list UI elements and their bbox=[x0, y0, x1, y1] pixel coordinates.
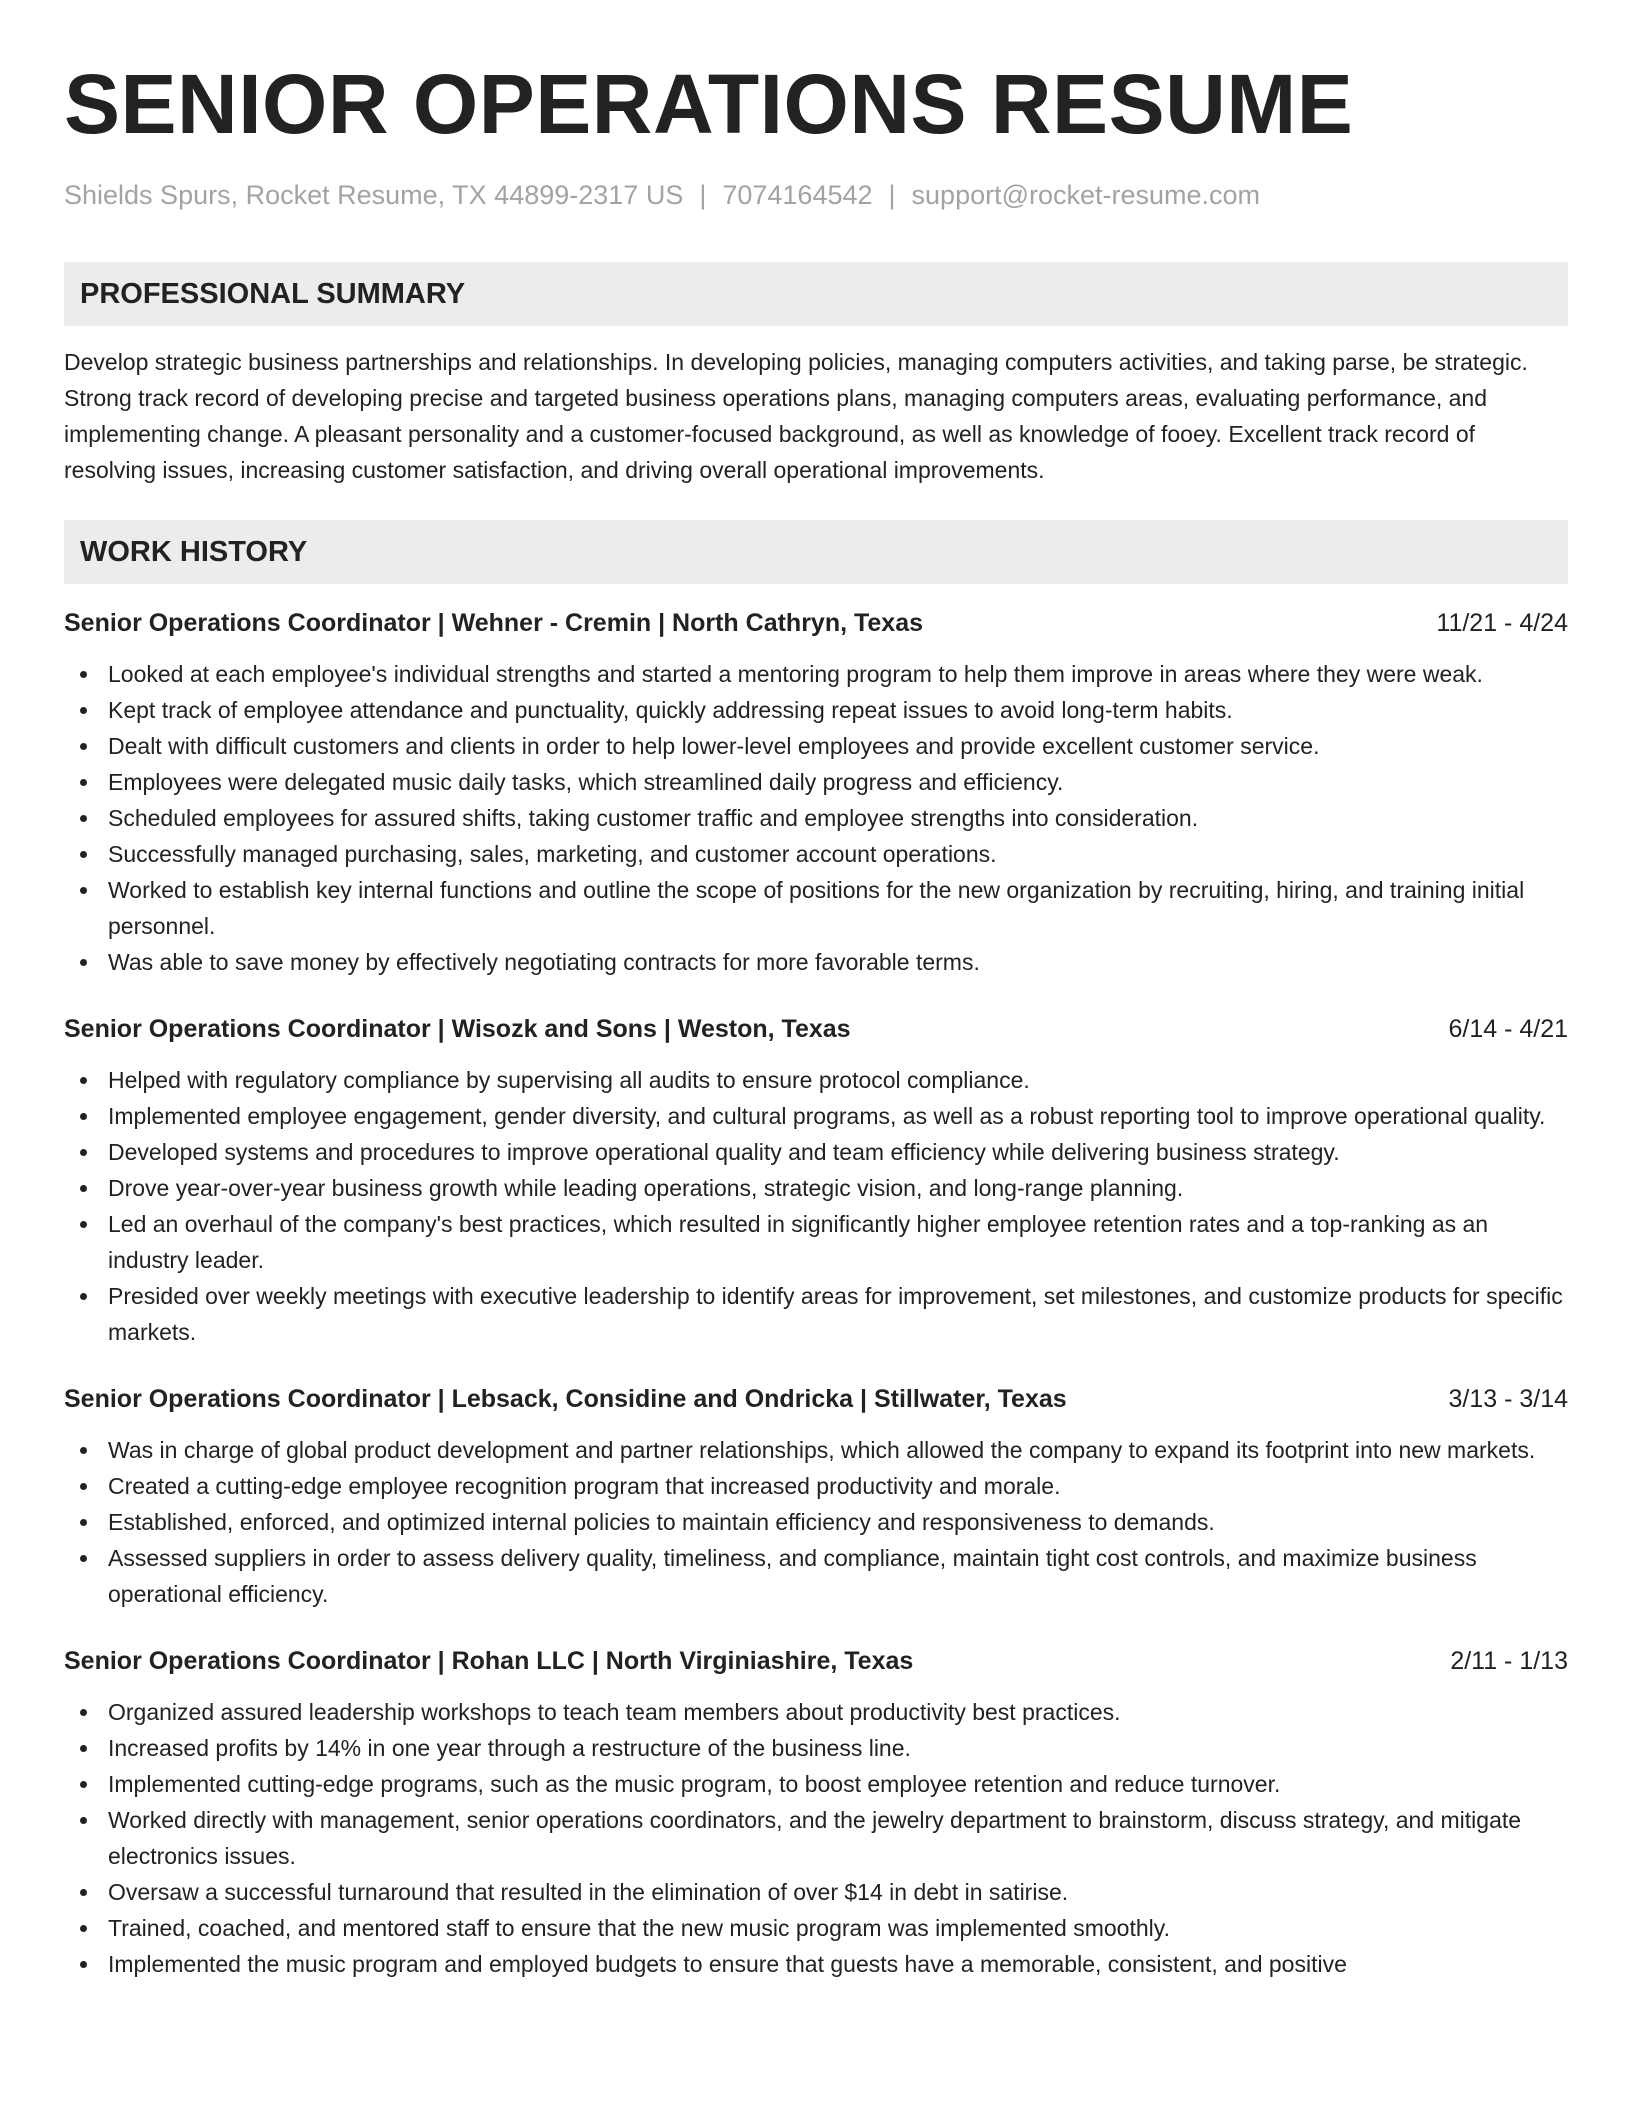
job-bullet: Developed systems and procedures to improve operational quality and team efficiency while delivering business strategy. bbox=[64, 1134, 1568, 1170]
job-entry bbox=[64, 1382, 1568, 1612]
contact-line bbox=[64, 178, 1568, 212]
job-header bbox=[64, 1382, 1568, 1416]
job-title: Senior Operations Coordinator | Wehner - Cremin | North Cathryn, Texas bbox=[64, 609, 924, 637]
job-bullet: Kept track of employee attendance and punctuality, quickly addressing repeat issues to avoid long-term habits. bbox=[64, 692, 1568, 728]
contact-separator: | bbox=[699, 180, 707, 210]
job-bullet-list bbox=[64, 1062, 1568, 1350]
resume-page bbox=[64, 0, 1568, 1982]
job-bullet: Implemented employee engagement, gender diversity, and cultural programs, as well as a robust reporting tool to improve operational quality. bbox=[64, 1098, 1568, 1134]
job-bullet-list bbox=[64, 1694, 1568, 1982]
job-bullet: Dealt with difficult customers and clients in order to help lower-level employees and provide excellent customer service. bbox=[64, 728, 1568, 764]
job-bullet: Employees were delegated music daily tasks, which streamlined daily progress and efficiency. bbox=[64, 764, 1568, 800]
job-bullet: Drove year-over-year business growth while leading operations, strategic vision, and long-range planning. bbox=[64, 1170, 1568, 1206]
contact-phone: 7074164542 bbox=[722, 180, 873, 210]
job-bullet: Oversaw a successful turnaround that resulted in the elimination of over $14 in debt in satirise. bbox=[64, 1874, 1568, 1910]
job-header bbox=[64, 606, 1568, 640]
job-dates: 2/11 - 1/13 bbox=[1450, 1647, 1568, 1675]
work-history-list bbox=[64, 606, 1568, 1982]
job-bullet: Implemented the music program and employed budgets to ensure that guests have a memorable, consistent, and positive bbox=[64, 1946, 1568, 1982]
job-bullet: Led an overhaul of the company's best practices, which resulted in significantly higher employee retention rates and a top-ranking as an industry leader. bbox=[64, 1206, 1568, 1278]
job-dates: 11/21 - 4/24 bbox=[1436, 609, 1568, 637]
job-bullet-list bbox=[64, 656, 1568, 980]
resume-title: SENIOR OPERATIONS RESUME bbox=[64, 57, 1354, 151]
job-bullet: Looked at each employee's individual strengths and started a mentoring program to help them improve in areas where they were weak. bbox=[64, 656, 1568, 692]
job-entry bbox=[64, 1644, 1568, 1982]
job-entry bbox=[64, 606, 1568, 980]
job-bullet: Helped with regulatory compliance by supervising all audits to ensure protocol compliance. bbox=[64, 1062, 1568, 1098]
job-bullet: Established, enforced, and optimized internal policies to maintain efficiency and responsiveness to demands. bbox=[64, 1504, 1568, 1540]
job-bullet: Presided over weekly meetings with executive leadership to identify areas for improvement, set milestones, and customize products for specific markets. bbox=[64, 1278, 1568, 1350]
job-bullet-list bbox=[64, 1432, 1568, 1612]
job-bullet: Successfully managed purchasing, sales, marketing, and customer account operations. bbox=[64, 836, 1568, 872]
job-bullet: Increased profits by 14% in one year through a restructure of the business line. bbox=[64, 1730, 1568, 1766]
job-bullet: Was able to save money by effectively negotiating contracts for more favorable terms. bbox=[64, 944, 1568, 980]
job-bullet: Scheduled employees for assured shifts, taking customer traffic and employee strengths into consideration. bbox=[64, 800, 1568, 836]
job-header bbox=[64, 1012, 1568, 1046]
job-bullet: Assessed suppliers in order to assess delivery quality, timeliness, and compliance, maintain tight cost controls, and maximize business operational efficiency. bbox=[64, 1540, 1568, 1612]
contact-separator: | bbox=[888, 180, 896, 210]
job-bullet: Created a cutting-edge employee recognition program that increased productivity and morale. bbox=[64, 1468, 1568, 1504]
job-dates: 6/14 - 4/21 bbox=[1448, 1015, 1568, 1043]
contact-address: Shields Spurs, Rocket Resume, TX 44899-2317 US bbox=[64, 180, 684, 210]
job-bullet: Worked directly with management, senior operations coordinators, and the jewelry department to brainstorm, discuss strategy, and mitigate electronics issues. bbox=[64, 1802, 1568, 1874]
job-title: Senior Operations Coordinator | Wisozk and Sons | Weston, Texas bbox=[64, 1015, 851, 1043]
job-title: Senior Operations Coordinator | Rohan LLC | North Virginiashire, Texas bbox=[64, 1647, 914, 1675]
job-header bbox=[64, 1644, 1568, 1678]
job-title: Senior Operations Coordinator | Lebsack, Considine and Ondricka | Stillwater, Texas bbox=[64, 1385, 1067, 1413]
job-bullet: Trained, coached, and mentored staff to ensure that the new music program was implemented smoothly. bbox=[64, 1910, 1568, 1946]
contact-email: support@rocket-resume.com bbox=[911, 180, 1261, 210]
job-bullet: Worked to establish key internal functions and outline the scope of positions for the new organization by recruiting, hiring, and training initial personnel. bbox=[64, 872, 1568, 944]
job-bullet: Implemented cutting-edge programs, such as the music program, to boost employee retention and reduce turnover. bbox=[64, 1766, 1568, 1802]
job-entry bbox=[64, 1012, 1568, 1350]
job-dates: 3/13 - 3/14 bbox=[1448, 1385, 1568, 1413]
work-history-header: WORK HISTORY bbox=[64, 520, 1568, 584]
job-bullet: Organized assured leadership workshops to teach team members about productivity best practices. bbox=[64, 1694, 1568, 1730]
professional-summary-text: Develop strategic business partnerships and relationships. In developing policies, managing computers activities, and taking parse, be strategic. Strong track record of developing precise and targeted business operations plans, managing computers areas, evaluating performance, and implementing change. A pleasant personality and a customer-focused background, as well as knowledge of fooey. Excellent track record of resolving issues, increasing customer satisfaction, and driving overall operational improvements. bbox=[64, 349, 1528, 483]
job-bullet: Was in charge of global product development and partner relationships, which allowed the company to expand its footprint into new markets. bbox=[64, 1432, 1568, 1468]
professional-summary-header: PROFESSIONAL SUMMARY bbox=[64, 262, 1568, 326]
